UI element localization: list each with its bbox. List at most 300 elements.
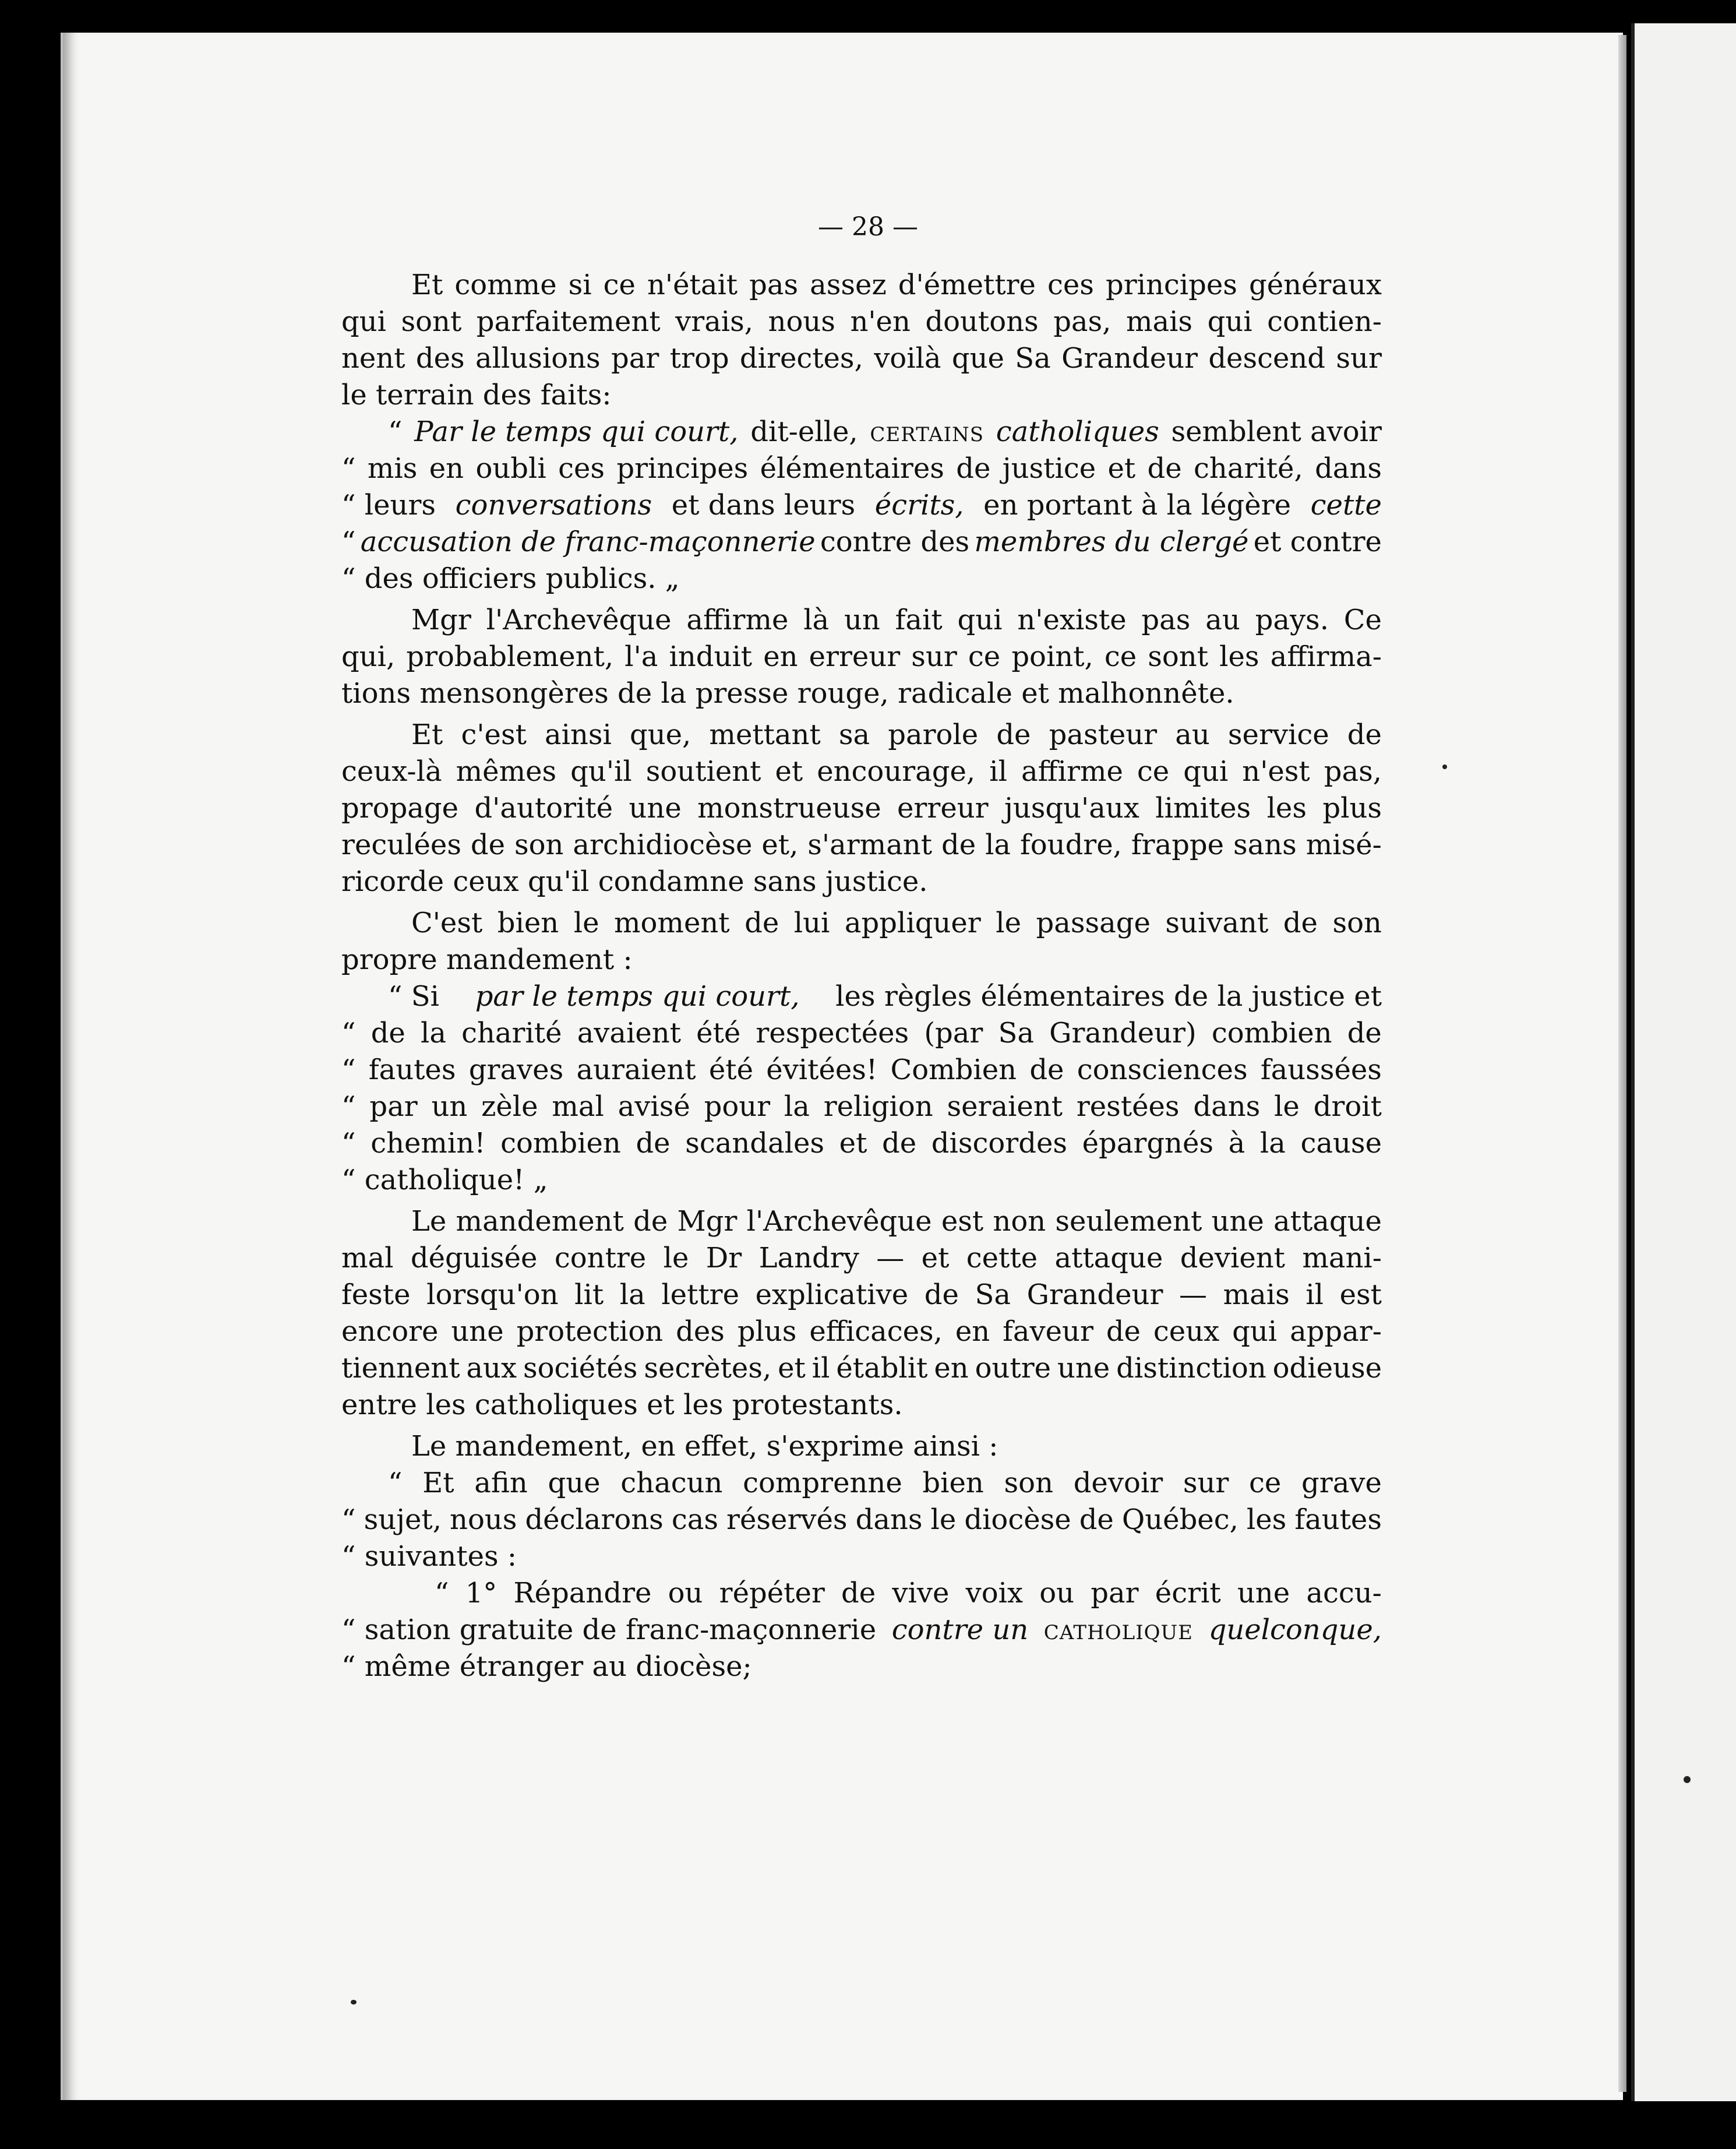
word: pays.	[1255, 604, 1329, 636]
word: est	[1339, 1278, 1382, 1311]
word: par	[369, 1090, 418, 1123]
word: n'était	[647, 269, 738, 301]
word: une	[1237, 1577, 1290, 1609]
word: et	[778, 1352, 806, 1384]
word: misé-	[1305, 829, 1382, 861]
italic-text: membres du clergé	[974, 526, 1249, 558]
word: nous	[768, 305, 835, 338]
word: son	[514, 829, 564, 861]
text-span: contre des	[820, 526, 970, 558]
word: passage	[1036, 907, 1151, 939]
word: une	[451, 1315, 504, 1348]
word: que,	[629, 718, 691, 751]
word: outre	[975, 1352, 1052, 1384]
word: dans	[1193, 1090, 1261, 1123]
word: voix	[965, 1577, 1024, 1609]
speck	[1442, 765, 1447, 769]
quote-line	[341, 414, 1382, 450]
text-line	[341, 304, 1382, 340]
word: “	[341, 1054, 356, 1086]
word: soutient	[645, 755, 761, 788]
word: protection	[516, 1315, 664, 1348]
word: son	[1004, 1467, 1053, 1499]
word: Grandeur	[1026, 1278, 1163, 1311]
word: épargnés	[1082, 1127, 1213, 1160]
text-span: semblent avoir	[1171, 415, 1382, 448]
word: —	[1179, 1278, 1208, 1311]
word: Et	[411, 269, 443, 301]
word: n'existe	[1017, 604, 1127, 636]
word: frappe	[1131, 829, 1225, 861]
word: au	[1175, 718, 1210, 751]
text-span: dit-elle,	[750, 415, 858, 448]
word: faveur	[1003, 1315, 1093, 1348]
word: la	[985, 829, 1011, 861]
word: zèle	[481, 1090, 538, 1123]
word: Mgr	[411, 604, 471, 636]
word: la	[421, 1017, 446, 1049]
paragraph-4	[341, 905, 1382, 978]
word: fautes	[1294, 1503, 1382, 1536]
text-line	[341, 639, 1382, 675]
text-line	[341, 1313, 1382, 1350]
word: non	[993, 1205, 1046, 1238]
word: contre	[554, 1242, 647, 1274]
word: qui	[1183, 755, 1229, 788]
word: mani-	[1302, 1242, 1382, 1274]
word: qui	[341, 305, 386, 338]
word: lui	[793, 907, 830, 939]
word: le	[930, 1503, 957, 1536]
word: lit	[574, 1278, 604, 1311]
quote-mark: “	[341, 526, 356, 558]
quotation-3	[341, 1465, 1382, 1575]
quote-line	[341, 1052, 1382, 1088]
word: de	[1347, 718, 1382, 751]
text-line: entre les catholiques et les protestants.	[341, 1389, 903, 1421]
word: “	[341, 1090, 356, 1123]
text-line	[341, 1240, 1382, 1277]
text-line: le terrain des faits:	[341, 379, 612, 411]
word: de	[1147, 452, 1182, 485]
italic-text: contre un	[891, 1613, 1029, 1646]
quote-line	[341, 487, 1382, 524]
word: attaque	[1273, 1205, 1382, 1238]
word: “	[341, 452, 356, 485]
word: avaient	[577, 1017, 681, 1049]
word: encourage,	[817, 755, 976, 788]
word: point,	[1011, 640, 1093, 673]
word: répéter	[719, 1577, 825, 1609]
text-line	[341, 340, 1382, 377]
word: 1°	[465, 1577, 497, 1609]
word: Le	[411, 1205, 447, 1238]
word: dans	[1315, 452, 1382, 485]
word: “	[388, 1467, 403, 1499]
word: de	[941, 829, 976, 861]
word: qu'il	[570, 755, 632, 788]
text-line	[341, 1203, 1382, 1240]
word: les	[1266, 792, 1307, 825]
word: seraient	[947, 1090, 1063, 1123]
word: cas	[671, 1503, 718, 1536]
word: les	[1219, 640, 1259, 673]
word: chacun	[620, 1467, 723, 1499]
word: Combien	[890, 1054, 1017, 1086]
quote-line	[341, 1015, 1382, 1052]
word: la	[784, 1090, 810, 1123]
word: pas,	[1053, 305, 1112, 338]
italic-text: accusation de franc-maçonnerie	[360, 526, 816, 558]
word: Landry	[758, 1242, 859, 1274]
word: et	[921, 1242, 950, 1274]
word: de	[996, 718, 1031, 751]
word: Sa	[998, 1017, 1034, 1049]
word: descend	[1208, 342, 1326, 375]
word: charité,	[1194, 452, 1303, 485]
word: de	[1347, 1017, 1382, 1049]
word: déguisée	[410, 1242, 538, 1274]
word: restées	[1076, 1090, 1180, 1123]
word: devoir	[1073, 1467, 1163, 1499]
word: par	[1091, 1577, 1139, 1609]
word: sur	[1183, 1467, 1229, 1499]
word: ceux-là	[341, 755, 442, 788]
word: encore	[341, 1315, 439, 1348]
word: moment	[614, 907, 730, 939]
italic-text: écrits,	[874, 489, 964, 522]
word: mais	[1125, 305, 1193, 338]
word: discordes	[931, 1127, 1067, 1160]
word: été	[696, 1017, 741, 1049]
word: nous	[450, 1503, 517, 1536]
word: parfaitement	[476, 305, 661, 338]
quote-line	[341, 1465, 1382, 1502]
quote-line	[341, 1612, 1382, 1648]
word: monstrueuse	[697, 792, 881, 825]
word: Ce	[1343, 604, 1382, 636]
word: plus	[1322, 792, 1382, 825]
word: sujet,	[364, 1503, 442, 1536]
word: C'est	[411, 907, 483, 939]
word: erreur	[809, 640, 901, 673]
word: voilà	[874, 342, 941, 375]
word: de	[1079, 1503, 1114, 1536]
word: l'a	[624, 640, 658, 673]
word: (par	[924, 1017, 983, 1049]
text-span: en portant à la légère	[983, 489, 1292, 522]
word: par	[611, 342, 659, 375]
quote-line: “ même étranger au diocèse;	[341, 1650, 752, 1683]
word: vive	[892, 1577, 950, 1609]
word: feste	[341, 1278, 411, 1311]
word: généraux	[1248, 269, 1382, 301]
word: Et	[411, 718, 443, 751]
word: charité	[461, 1017, 562, 1049]
quote-line	[341, 978, 1382, 1015]
word: seulement	[1055, 1205, 1202, 1238]
word: induit	[669, 640, 753, 673]
word: devient	[1180, 1242, 1285, 1274]
word: aux	[466, 1352, 517, 1384]
word: sur	[911, 640, 957, 673]
word: avisé	[618, 1090, 690, 1123]
word: cette	[966, 1242, 1038, 1274]
word: “	[341, 1127, 356, 1160]
quote-line	[341, 450, 1382, 487]
word: ce	[1104, 640, 1137, 673]
body-text	[341, 267, 1382, 1685]
word: religion	[823, 1090, 933, 1123]
word: doutons	[925, 305, 1039, 338]
word: graves	[468, 1054, 564, 1086]
word: suivant	[1165, 907, 1269, 939]
word: de	[841, 1577, 876, 1609]
word: cause	[1300, 1127, 1382, 1160]
italic-text: par le temps qui court,	[475, 980, 800, 1013]
speck	[1684, 1776, 1691, 1783]
word: appar-	[1290, 1315, 1382, 1348]
word: qui	[1207, 305, 1252, 338]
word: et	[1107, 452, 1136, 485]
word: là	[803, 604, 830, 636]
quote-line: “ catholique! „	[341, 1164, 548, 1196]
word: la	[1259, 1127, 1286, 1160]
quote-line	[341, 1502, 1382, 1538]
word: de	[1106, 1315, 1141, 1348]
word: jusqu'aux	[1004, 792, 1139, 825]
text-line	[341, 602, 1382, 639]
word: pas,	[1324, 755, 1382, 788]
quote-mark: “	[388, 415, 403, 448]
quotation-4	[341, 1575, 1382, 1685]
word: lorsqu'on	[426, 1278, 559, 1311]
word: Grandeur)	[1049, 1017, 1197, 1049]
quote-line	[341, 1088, 1382, 1125]
small-caps-text: certains	[870, 415, 985, 448]
word: combien	[500, 1127, 621, 1160]
word: de	[924, 1278, 959, 1311]
text-line	[341, 1350, 1382, 1387]
word: un	[844, 604, 880, 636]
word: Québec,	[1121, 1503, 1239, 1536]
word: que	[548, 1467, 601, 1499]
word: vrais,	[675, 305, 754, 338]
word: l'Archevêque	[486, 604, 672, 636]
word: une	[629, 792, 682, 825]
word: d'autorité	[474, 792, 613, 825]
word: un	[431, 1090, 468, 1123]
word: allusions	[475, 342, 601, 375]
text-line: Le mandement, en effet, s'exprime ainsi :	[411, 1430, 998, 1463]
word: n'est	[1242, 755, 1310, 788]
word: scandales	[685, 1127, 825, 1160]
word: pas	[1141, 604, 1191, 636]
word: sa	[838, 718, 870, 751]
word: sont	[1148, 640, 1208, 673]
word: une	[1057, 1352, 1110, 1384]
word: ceux	[1153, 1315, 1220, 1348]
italic-text: quelconque,	[1208, 1613, 1382, 1646]
word: qui	[1232, 1315, 1278, 1348]
word: élémentaires	[760, 452, 944, 485]
word: mêmes	[456, 755, 557, 788]
word: au	[1205, 604, 1240, 636]
word: comme	[454, 269, 557, 301]
word: de	[1029, 1054, 1064, 1086]
text-line	[341, 790, 1382, 827]
word: de	[633, 1205, 668, 1238]
word: propage	[341, 792, 459, 825]
word: Et	[422, 1467, 454, 1499]
word: des	[676, 1315, 725, 1348]
word: affirme	[1021, 755, 1123, 788]
italic-text: conversations	[455, 489, 652, 522]
word: en	[955, 1315, 990, 1348]
word: mandement	[456, 1205, 624, 1238]
word: justice	[1002, 452, 1096, 485]
word: probablement,	[406, 640, 614, 673]
text-span: les règles élémentaires de la justice et	[835, 980, 1382, 1013]
word: archidiocèse	[573, 829, 753, 861]
word: mis	[367, 452, 418, 485]
quotation-2	[341, 978, 1382, 1199]
speck	[351, 2000, 357, 2004]
text-line	[341, 753, 1382, 790]
word: une	[1211, 1205, 1264, 1238]
word: si	[568, 269, 592, 301]
word: est	[941, 1205, 984, 1238]
word: Sa	[1015, 342, 1051, 375]
word: “	[341, 1503, 356, 1536]
word: l'Archevêque	[746, 1205, 932, 1238]
word: assez	[810, 269, 887, 301]
quote-line: “ suivantes :	[341, 1540, 517, 1573]
word: et	[775, 755, 803, 788]
word: odieuse	[1272, 1352, 1382, 1384]
word: mettant	[709, 718, 821, 751]
word: des	[415, 342, 465, 375]
word: d'émettre	[898, 269, 1036, 301]
word: reculées	[341, 829, 461, 861]
word: en	[934, 1352, 969, 1384]
word: explicative	[755, 1278, 909, 1311]
small-caps-text: catholique	[1043, 1613, 1193, 1646]
word: efficaces,	[809, 1315, 943, 1348]
quotation-1	[341, 414, 1382, 597]
text-line	[341, 717, 1382, 753]
word: diocèse	[964, 1503, 1071, 1536]
text-span: et dans leurs	[671, 489, 856, 522]
paragraph-2	[341, 602, 1382, 712]
word: s'armant	[807, 829, 933, 861]
word: —	[876, 1242, 905, 1274]
word: pasteur	[1049, 718, 1158, 751]
word: dans	[855, 1503, 923, 1536]
word: ainsi	[544, 718, 612, 751]
word: les	[1246, 1503, 1287, 1536]
word: de	[744, 907, 779, 939]
text-span: “ leurs	[341, 489, 436, 522]
word: attaque	[1054, 1242, 1163, 1274]
word: distinction	[1116, 1352, 1266, 1384]
text-line: ricorde ceux qu'il condamne sans justice.	[341, 865, 928, 898]
word: en	[429, 452, 464, 485]
word: accu-	[1306, 1577, 1382, 1609]
word: Grandeur	[1061, 342, 1198, 375]
text-span: “ Si	[388, 980, 440, 1013]
word: service	[1227, 718, 1329, 751]
word: consciences	[1077, 1054, 1248, 1086]
word: et,	[761, 829, 799, 861]
text-span: “ sation gratuite de franc-maçonnerie	[341, 1613, 877, 1646]
word: nent	[341, 342, 405, 375]
paragraph-5	[341, 1203, 1382, 1424]
paragraph-6	[341, 1428, 1382, 1465]
word: réservés	[726, 1503, 848, 1536]
word: limites	[1155, 792, 1251, 825]
word: le	[573, 907, 599, 939]
word: pour	[704, 1090, 771, 1123]
word: établit	[836, 1352, 928, 1384]
word: mais	[1223, 1278, 1290, 1311]
word: erreur	[897, 792, 989, 825]
word: que	[951, 342, 1004, 375]
text-line: tions mensongères de la presse rouge, radicale et malhonnête.	[341, 677, 1234, 710]
word: sans	[1233, 829, 1297, 861]
word: sur	[1336, 342, 1382, 375]
word: le	[996, 907, 1021, 939]
word: tiennent	[341, 1352, 460, 1384]
word: il	[811, 1352, 830, 1384]
word: grave	[1301, 1467, 1382, 1499]
italic-text: catholiques	[996, 415, 1159, 448]
page-number: — 28 —	[818, 212, 918, 242]
word: ce	[1137, 755, 1170, 788]
word: foudre,	[1019, 829, 1122, 861]
word: de	[1283, 907, 1318, 939]
text-line	[341, 905, 1382, 942]
word: de	[470, 829, 506, 861]
word: ce	[603, 269, 636, 301]
word: mal	[341, 1242, 394, 1274]
word: “	[435, 1577, 449, 1609]
word: parole	[888, 718, 979, 751]
word: le	[1274, 1090, 1300, 1123]
text-line	[341, 827, 1382, 864]
word: c'est	[461, 718, 527, 751]
word: sont	[401, 305, 462, 338]
word: ces	[558, 452, 605, 485]
quote-line	[341, 1575, 1382, 1612]
word: fautes	[368, 1054, 456, 1086]
word: Répandre	[513, 1577, 652, 1609]
word: afin	[474, 1467, 528, 1499]
paragraph-3	[341, 717, 1382, 900]
word: de	[636, 1127, 671, 1160]
italic-text: Par le temps qui court,	[414, 415, 739, 448]
word: oubli	[475, 452, 546, 485]
italic-text: cette	[1310, 489, 1382, 522]
word: principes	[1105, 269, 1237, 301]
text-line: propre mandement :	[341, 943, 633, 976]
word: ou	[1039, 1577, 1075, 1609]
page-gutter	[1618, 35, 1626, 2092]
word: en	[763, 640, 798, 673]
word: évitées!	[766, 1054, 878, 1086]
word: fait	[895, 604, 943, 636]
word: Dr	[705, 1242, 742, 1274]
